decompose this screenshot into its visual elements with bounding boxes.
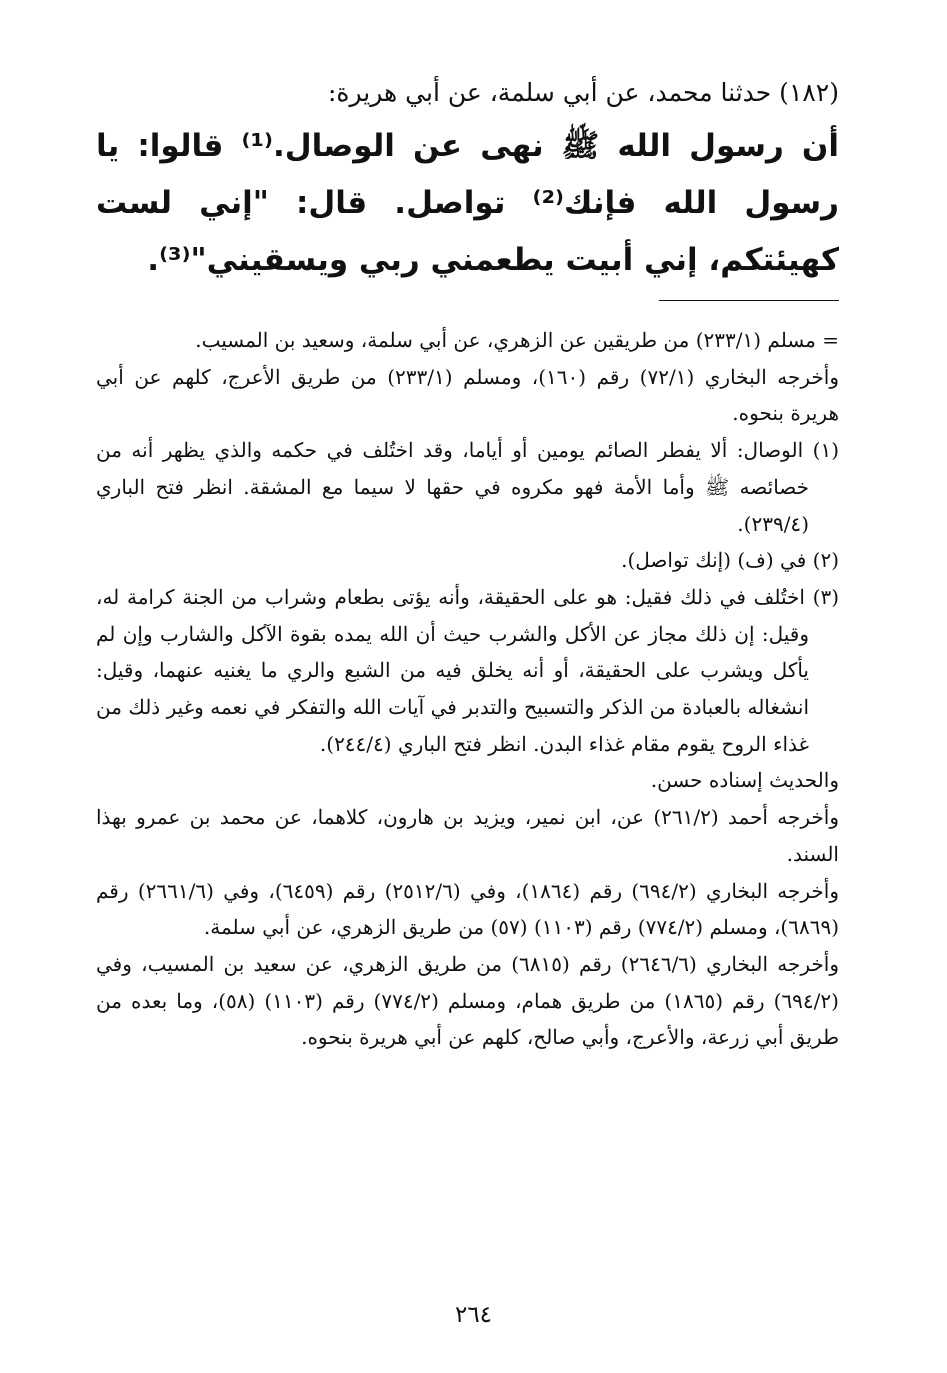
footnote-1: (١) الوصال: ألا يفطر الصائم يومين أو أياما، وقد اختُلف في حكمه والذي يظهر أنه من خصائصه ﷺ وأما الأمة فهو مكروه في حقها لا سيما مع المشقة. انظر فتح الباري (٢٣٩/٤). bbox=[96, 438, 839, 536]
footnote-3-takhrij-others: وأخرجه البخاري (٢٦٤٦/٦) رقم (٦٨١٥) من طريق الزهري، عن سعيد بن المسيب، وفي (٦٩٤/٢) رقم (١٨٦٥) من طريق همام، ومسلم (٧٧٤/٢) رقم (١١٠٣) (٥٨)، وما بعده من طريق أبي زرعة، والأعرج، وأبي صالح، كلهم عن أبي هريرة بنحوه. bbox=[96, 951, 839, 1050]
page-number: ٢٦٤ bbox=[454, 1302, 493, 1328]
footnote-3-takhrij-ahmad: وأخرجه أحمد (٢٦١/٢) عن، ابن نمير، ويزيد بن هارون، كلاهما، عن محمد بن عمرو بهذا السند. bbox=[96, 805, 839, 866]
footnotes bbox=[96, 322, 839, 1056]
footnote-continued-paragraph: وأخرجه البخاري (٧٢/١) رقم (١٦٠)، ومسلم (٢٣٣/١) من طريق الأعرج، كلهم عن أبي هريرة بنحوه. bbox=[96, 364, 839, 426]
footnote-3: (٣) اختُلف في ذلك فقيل: هو على الحقيقة، وأنه يؤتى بطعام وشراب من الجنة كرامة له، وقيل: إن ذلك مجاز عن الأكل والشرب حيث أن الله يمده بقوة الآكل والشارب وإن لم يأكل ويشرب على الحقيقة، أو أنه يخلق فيه من الشبع والري ما يغنيه عنهما، وقيل: انشغاله بالعبادة من الذكر والتسبيح والتدبر في آيات الله والتفكر في نعمه وغير ذلك من غذاء الروح يقوم مقام غذاء البدن. انظر فتح الباري (٢٤٤/٤). bbox=[96, 584, 839, 756]
footnote-separator bbox=[659, 300, 839, 301]
hadith-block bbox=[96, 68, 839, 289]
hadith-isnad: (١٨٢) حدثنا محمد، عن أبي سلمة، عن أبي هريرة: bbox=[327, 78, 839, 107]
hadith-matn: أن رسول الله ﷺ نهى عن الوصال.⁽¹⁾ قالوا: يا رسول الله فإنك⁽²⁾ تواصل. قال: "إني لست كهيئتكم، إني أبيت يطعمني ربي ويسقيني"⁽³⁾. bbox=[96, 128, 839, 278]
footnote-3-takhrij-bukhari: وأخرجه البخاري (٦٩٤/٢) رقم (١٨٦٤)، وفي (٢٥١٢/٦) رقم (٦٤٥٩)، وفي (٢٦٦١/٦) رقم (٦٨٦٩)، ومسلم (٧٧٤/٢) رقم (١١٠٣) (٥٧) من طريق الزهري، عن أبي سلمة. bbox=[96, 878, 840, 940]
footnote-continued: = مسلم (٢٣٣/١) من طريقين عن الزهري، عن أبي سلمة، وسعيد بن المسيب. bbox=[195, 328, 839, 352]
footnote-3-grading: والحديث إسناده حسن. bbox=[650, 768, 839, 793]
footnote-2: (٢) في (ف) (إنك تواصل). bbox=[621, 548, 839, 573]
